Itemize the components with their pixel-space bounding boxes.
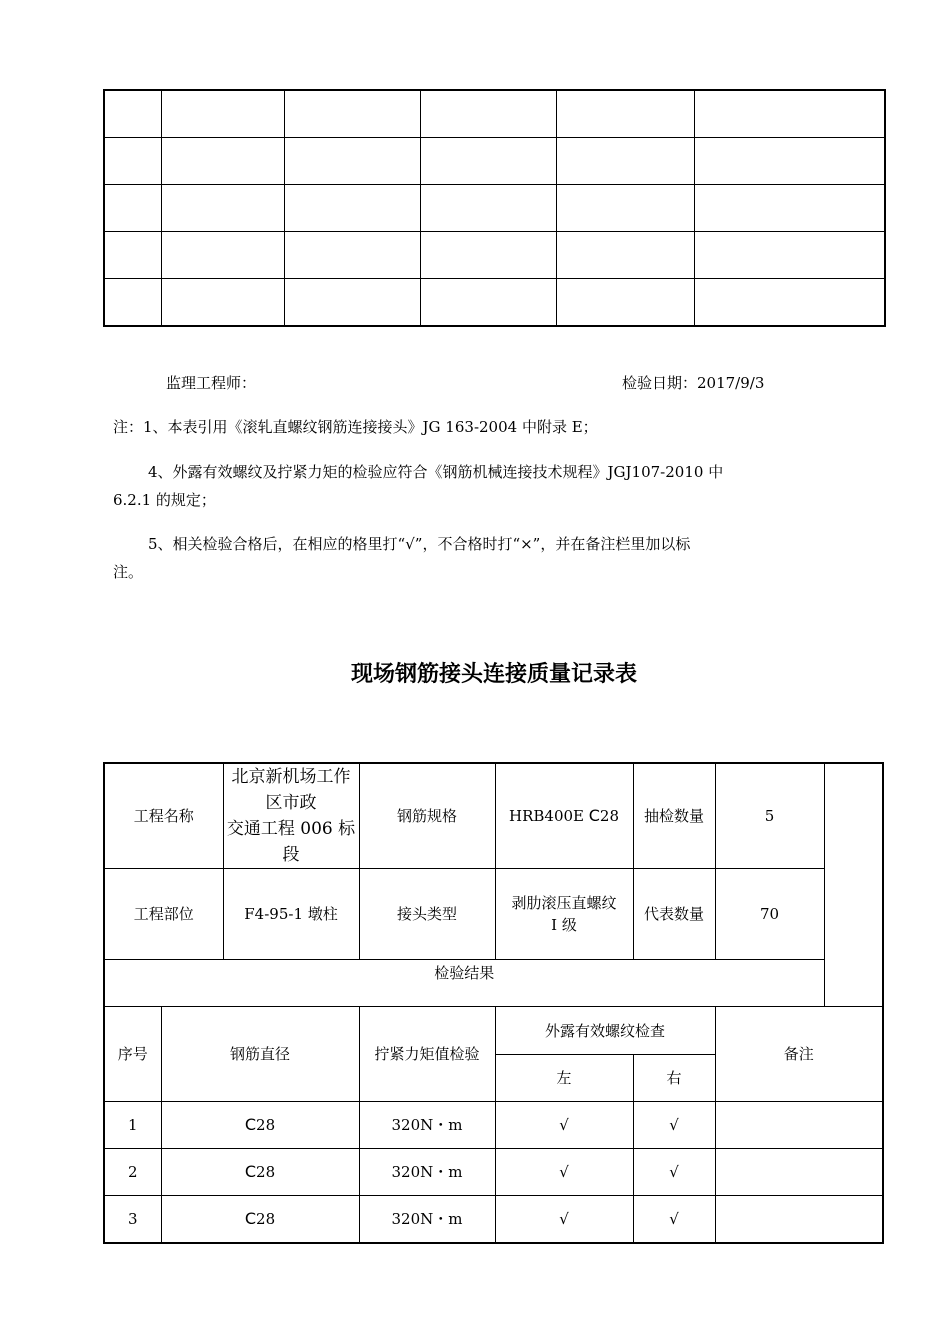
row-right-check: √ [633, 1149, 715, 1196]
table-row [104, 232, 885, 279]
supervisor-signature-label: 监理工程师： [166, 374, 257, 392]
row-no: 2 [104, 1149, 161, 1196]
table-row [104, 763, 883, 869]
row-diameter: C28 [161, 1102, 359, 1149]
table-row [104, 1196, 883, 1243]
table-row [104, 138, 885, 185]
note-4-cont: 6.2.1 的规定； [113, 491, 216, 509]
table-row [104, 1007, 883, 1055]
col-header-no: 序号 [104, 1007, 161, 1102]
col-header-right: 右 [633, 1055, 715, 1102]
table-row [104, 960, 883, 1007]
note-4: 4、外露有效螺纹及拧紧力矩的检验应符合《钢筋机械连接技术规程》JGJ107-2010 中 [148, 463, 724, 481]
table-row [104, 1149, 883, 1196]
row-torque: 320N・m [359, 1149, 495, 1196]
joint-type-value: 剥肋滚压直螺纹 I 级 [495, 869, 633, 960]
note-1: 注：1、本表引用《滚轧直螺纹钢筋连接接头》JG 163-2004 中附录 E； [113, 418, 598, 436]
row-remark [715, 1196, 883, 1243]
inspection-date: 检验日期：2017/9/3 [622, 374, 765, 392]
sample-count-label: 抽检数量 [633, 763, 715, 869]
rebar-grade-symbol: C [244, 1208, 257, 1228]
row-left-check: √ [495, 1149, 633, 1196]
rebar-grade-symbol: C [244, 1162, 257, 1181]
sample-count-value: 5 [715, 763, 824, 869]
row-torque: 320N・m [359, 1102, 495, 1149]
rebar-grade-symbol: C [588, 806, 600, 825]
location-value: F4-95-1 墩柱 [223, 869, 359, 960]
project-name-value: 北京新机场工作区市政 交通工程 006 标段 [223, 763, 359, 869]
col-header-torque: 拧紧力矩值检验 [359, 1007, 495, 1102]
rebar-grade-symbol: C [244, 1115, 257, 1134]
table-row [104, 869, 883, 960]
col-header-left: 左 [495, 1055, 633, 1102]
continued-record-table [103, 89, 886, 327]
page-title: 现场钢筋接头连接质量记录表 [350, 662, 637, 687]
row-left-check: √ [495, 1196, 633, 1243]
col-header-thread-check: 外露有效螺纹检查 [495, 1007, 715, 1055]
row-right-check: √ [633, 1102, 715, 1149]
rebar-spec-value: HRB400E C28 [495, 763, 633, 869]
row-no: 3 [104, 1196, 161, 1243]
row-torque: 320N・m [359, 1196, 495, 1243]
represent-count-value: 70 [715, 869, 824, 960]
inspection-results-header: 检验结果 [104, 960, 824, 1007]
location-label: 工程部位 [104, 869, 223, 960]
row-diameter: C28 [161, 1149, 359, 1196]
joint-quality-record-table [103, 762, 884, 1244]
project-name-label: 工程名称 [104, 763, 223, 869]
table-row [104, 279, 885, 327]
joint-type-label: 接头类型 [359, 869, 495, 960]
row-left-check: √ [495, 1102, 633, 1149]
represent-count-label: 代表数量 [633, 869, 715, 960]
note-5: 5、相关检验合格后，在相应的格里打“√”，不合格时打“×”，并在备注栏里加以标 [148, 535, 691, 553]
table-row [104, 185, 885, 232]
note-5-cont: 注。 [113, 563, 144, 581]
rebar-spec-label: 钢筋规格 [359, 763, 495, 869]
col-header-remark: 备注 [715, 1007, 883, 1102]
table-row [104, 90, 885, 138]
row-right-check: √ [633, 1196, 715, 1243]
row-diameter: C28 [161, 1196, 359, 1243]
table-row [104, 1102, 883, 1149]
row-remark [715, 1149, 883, 1196]
col-header-diameter: 钢筋直径 [161, 1007, 359, 1102]
row-remark [715, 1102, 883, 1149]
row-no: 1 [104, 1102, 161, 1149]
